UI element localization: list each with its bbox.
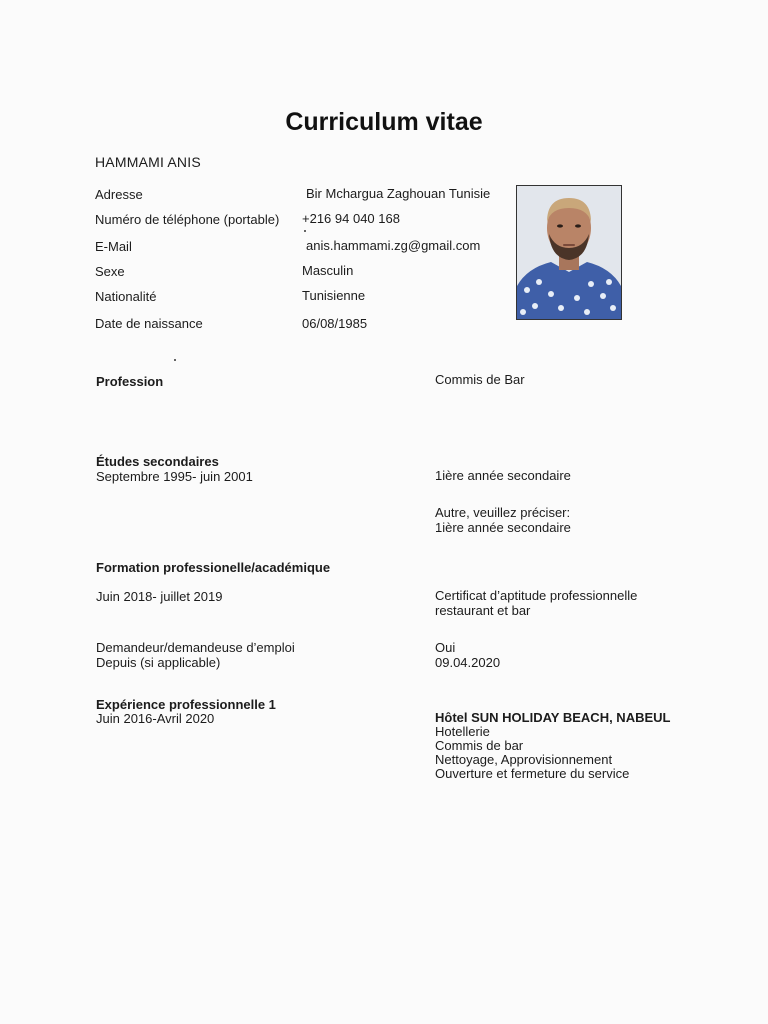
profession-label: Profession: [96, 374, 164, 389]
phone-label: Numéro de téléphone (portable): [95, 212, 280, 227]
nationality-label: Nationalité: [95, 289, 157, 304]
training-cert-line1: Certificat d’aptitude professionnelle: [435, 588, 638, 603]
address-label: Adresse: [95, 187, 143, 202]
secondary-other-label: Autre, veuillez préciser:: [435, 505, 571, 520]
secondary-studies-dates: Septembre 1995- juin 2001: [96, 469, 253, 484]
sex-value: Masculin: [302, 263, 354, 278]
email-label: E-Mail: [95, 239, 132, 254]
experience-line: Commis de bar: [435, 738, 524, 753]
scan-speck: [304, 230, 306, 232]
experience-line: Ouverture et fermeture du service: [435, 766, 630, 781]
phone-value: +216 94 040 168: [302, 211, 400, 226]
experience-dates: Juin 2016-Avril 2020: [96, 711, 215, 726]
profession-value: Commis de Bar: [435, 372, 525, 387]
secondary-studies-level: 1ière année secondaire: [435, 468, 571, 483]
nationality-value: Tunisienne: [302, 288, 366, 303]
page-title: Curriculum vitae: [285, 108, 483, 136]
address-value: Bir Mchargua Zaghouan Tunisie: [306, 186, 491, 201]
profile-photo: [516, 185, 622, 320]
job-seeker-since-value: 09.04.2020: [435, 655, 501, 670]
email-value: anis.hammami.zg@gmail.com: [306, 238, 481, 253]
job-seeker-value: Oui: [435, 640, 456, 655]
sex-label: Sexe: [95, 264, 125, 279]
experience-line: Hotellerie: [435, 724, 490, 739]
job-seeker-label: Demandeur/demandeuse d’emploi: [96, 640, 295, 655]
birthdate-label: Date de naissance: [95, 316, 203, 331]
secondary-other-value: 1ière année secondaire: [435, 520, 571, 535]
training-cert-line2: restaurant et bar: [435, 603, 531, 618]
training-title: Formation professionelle/académique: [96, 560, 331, 575]
experience-title: Expérience professionnelle 1: [96, 697, 276, 712]
birthdate-value: 06/08/1985: [302, 316, 368, 331]
training-dates: Juin 2018- juillet 2019: [96, 589, 223, 604]
experience-employer: Hôtel SUN HOLIDAY BEACH, NABEUL: [435, 710, 671, 725]
experience-line: Nettoyage, Approvisionnement: [435, 752, 613, 767]
secondary-studies-title: Études secondaires: [96, 454, 219, 469]
candidate-name: HAMMAMI ANIS: [95, 154, 201, 170]
job-seeker-since-label: Depuis (si applicable): [96, 655, 221, 670]
scan-speck: [174, 359, 176, 361]
